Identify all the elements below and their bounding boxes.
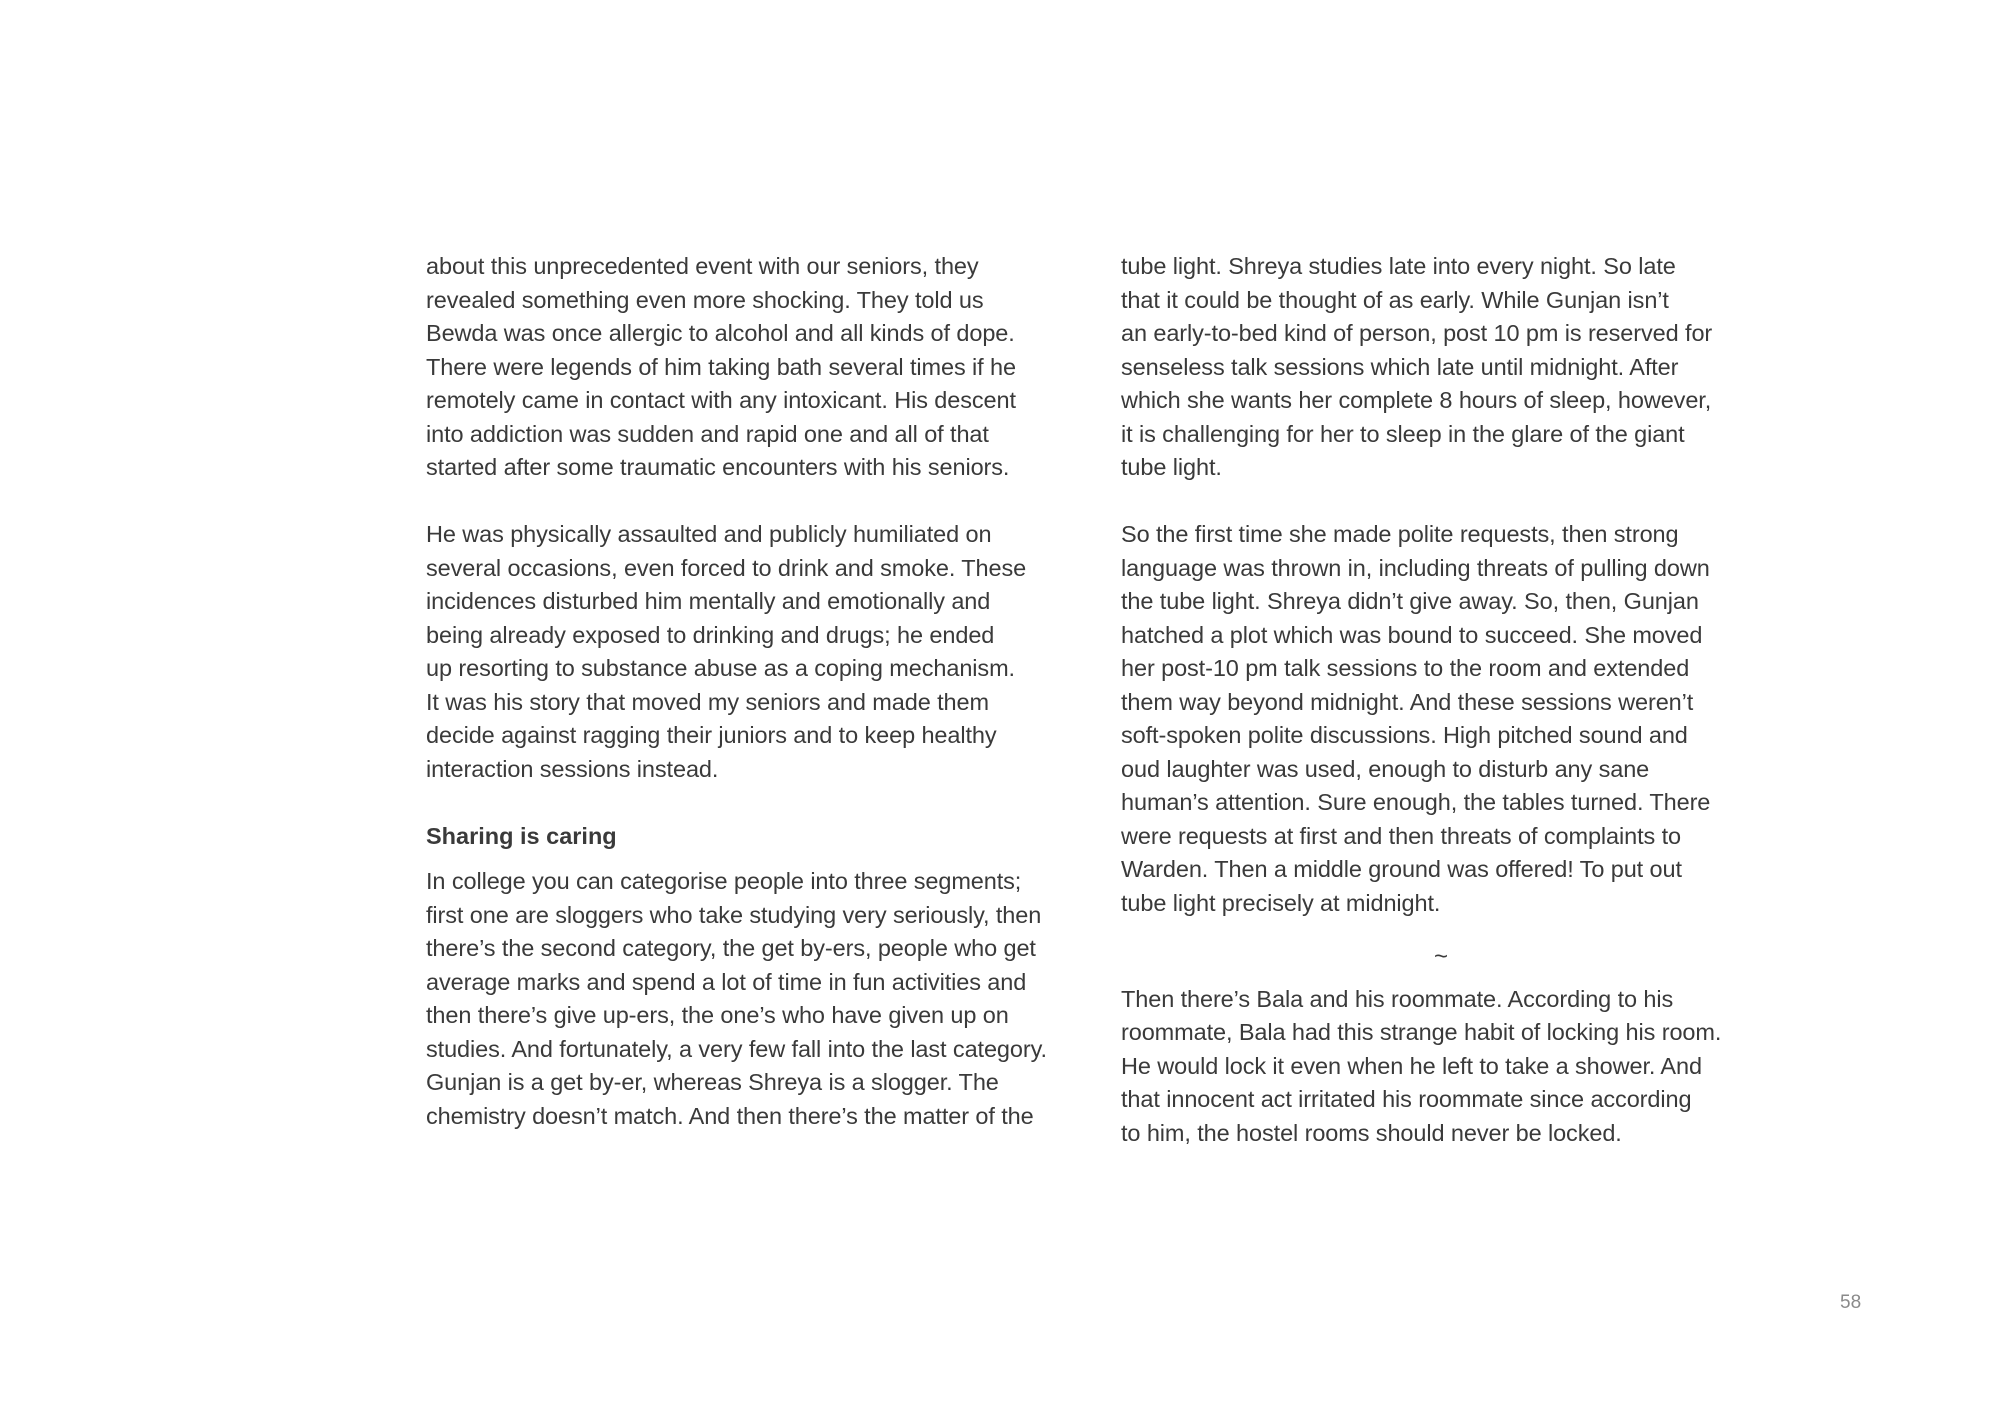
left-paragraph-3 <box>426 865 1086 1133</box>
text-line: several occasions, even forced to drink and smoke. These <box>426 554 1027 581</box>
text-line: average marks and spend a lot of time in fun activities and <box>426 968 1027 995</box>
text-line: about this unprecedented event with our seniors, they <box>426 253 979 279</box>
text-line: oud laughter was used, enough to disturb any sane <box>1121 755 1650 782</box>
text-line: them way beyond midnight. And these sessions weren’t <box>1121 688 1694 715</box>
text-line: the tube light. Shreya didn’t give away. So, then, Gunjan <box>1121 588 1699 614</box>
text-line: decide against ragging their juniors and to keep healthy <box>426 722 997 748</box>
text-line: that it could be thought of as early. While Gunjan isn’t <box>1121 286 1669 313</box>
text-line: interaction sessions instead. <box>426 755 719 782</box>
text-line: first one are sloggers who take studying very seriously, then <box>426 901 1042 928</box>
text-line: soft-spoken polite discussions. High pitched sound and <box>1121 722 1688 748</box>
text-line: In college you can categorise people into three segments; <box>426 868 1022 894</box>
text-line: Then there’s Bala and his roommate. According to his <box>1121 985 1674 1012</box>
text-line: remotely came in contact with any intoxicant. His descent <box>426 387 1016 413</box>
text-line: into addiction was sudden and rapid one and all of that <box>426 420 989 447</box>
text-line: tube light. <box>1121 454 1222 480</box>
text-line: hatched a plot which was bound to succeed. She moved <box>1121 621 1703 648</box>
right-paragraph-3 <box>1121 983 1781 1151</box>
text-line: were requests at first and then threats of complaints to <box>1121 822 1681 849</box>
text-line: Gunjan is a get by-er, whereas Shreya is a slogger. The <box>426 1069 999 1095</box>
text-line: Bewda was once allergic to alcohol and all kinds of dope. <box>426 320 1015 346</box>
right-paragraph-2 <box>1121 518 1781 920</box>
left-column <box>426 250 1086 1167</box>
text-line: up resorting to substance abuse as a coping mechanism. <box>426 655 1015 681</box>
section-heading: Sharing is caring <box>426 822 617 849</box>
text-line: an early-to-bed kind of person, post 10 pm is reserved for <box>1121 320 1713 346</box>
text-line: chemistry doesn’t match. And then there’s the matter of the <box>426 1102 1034 1129</box>
text-line: It was his story that moved my seniors and made them <box>426 688 989 715</box>
text-line: tube light. Shreya studies late into every night. So late <box>1121 253 1676 279</box>
text-line: So the first time she made polite requests, then strong <box>1121 521 1679 547</box>
text-line: language was thrown in, including threats of pulling down <box>1121 554 1710 581</box>
text-line: Warden. Then a middle ground was offered! To put out <box>1121 856 1682 882</box>
left-paragraph-1 <box>426 250 1086 485</box>
text-line: There were legends of him taking bath several times if he <box>426 353 1016 380</box>
left-paragraph-2 <box>426 518 1086 786</box>
text-line: started after some traumatic encounters with his seniors. <box>426 454 1010 480</box>
right-column <box>1121 250 1781 1184</box>
text-line: revealed something even more shocking. They told us <box>426 286 984 313</box>
text-line: roommate, Bala had this strange habit of locking his room. <box>1121 1019 1722 1045</box>
text-line: studies. And fortunately, a very few fall into the last category. <box>426 1035 1047 1062</box>
text-line: incidences disturbed him mentally and emotionally and <box>426 588 991 614</box>
text-line: human’s attention. Sure enough, the tables turned. There <box>1121 789 1711 815</box>
text-line: being already exposed to drinking and drugs; he ended <box>426 621 995 648</box>
text-line: senseless talk sessions which late until midnight. After <box>1121 353 1679 380</box>
text-line: there’s the second category, the get by-ers, people who get <box>426 935 1036 961</box>
text-line: tube light precisely at midnight. <box>1121 889 1441 916</box>
text-line: then there’s give up-ers, the one’s who have given up on <box>426 1002 1009 1028</box>
section-separator: ~ <box>1433 942 1448 970</box>
text-line: He was physically assaulted and publicly humiliated on <box>426 521 992 547</box>
page-number: 58 <box>1840 1292 1862 1313</box>
text-line: to him, the hostel rooms should never be locked. <box>1121 1119 1622 1146</box>
text-line: that innocent act irritated his roommate since according <box>1121 1086 1692 1112</box>
right-paragraph-1 <box>1121 250 1781 485</box>
text-line: it is challenging for her to sleep in the glare of the giant <box>1121 420 1685 447</box>
text-line: He would lock it even when he left to take a shower. And <box>1121 1052 1702 1079</box>
text-line: which she wants her complete 8 hours of sleep, however, <box>1121 387 1712 413</box>
text-line: her post-10 pm talk sessions to the room and extended <box>1121 655 1690 681</box>
